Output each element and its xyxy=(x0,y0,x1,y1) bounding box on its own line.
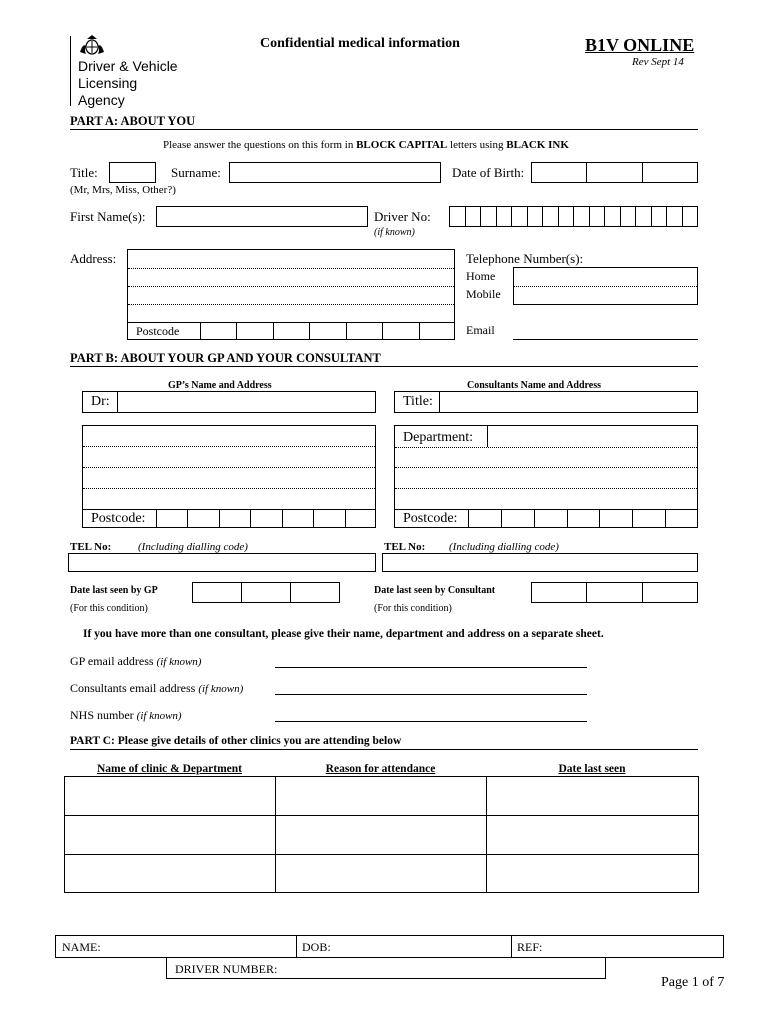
part-c-rule xyxy=(70,749,698,750)
clinics-table xyxy=(64,776,699,893)
postcode-input[interactable] xyxy=(200,322,455,340)
gp-postcode-input[interactable] xyxy=(156,509,376,527)
table-cell[interactable] xyxy=(65,777,275,815)
gp-address-input[interactable] xyxy=(82,425,376,528)
consultant-tel-hint: (Including dialling code) xyxy=(449,541,559,553)
consultant-email-hint: (if known) xyxy=(198,683,244,695)
title-input[interactable] xyxy=(109,162,156,183)
phone-divider xyxy=(514,286,697,287)
nhs-number-input[interactable] xyxy=(275,721,587,722)
table-cell[interactable] xyxy=(65,855,275,892)
date-seen-consultant-label: Date last seen by Consultant xyxy=(374,585,496,596)
part-c-heading: PART C: Please give details of other clinics you are attending below xyxy=(70,735,402,747)
logo-rule xyxy=(70,36,71,106)
table-cell[interactable] xyxy=(276,855,486,892)
postcode-label: Postcode xyxy=(136,324,180,338)
nhs-number-label xyxy=(70,708,182,723)
page-number: Page 1 of 7 xyxy=(661,975,725,990)
part-a-heading: PART A: ABOUT YOU xyxy=(70,114,196,128)
gp-email-text: GP email address xyxy=(70,654,154,668)
table-cell[interactable] xyxy=(487,816,698,854)
consultant-title-input[interactable] xyxy=(394,391,698,413)
agency-name-line3: Agency xyxy=(78,92,125,108)
instruction-bold-2: BLACK INK xyxy=(506,139,569,151)
instruction xyxy=(163,139,569,151)
gp-tel-hint: (Including dialling code) xyxy=(138,541,248,553)
clinic-column-header: Name of clinic & Department xyxy=(97,763,242,775)
address-line xyxy=(128,304,454,305)
consultant-postcode-input[interactable] xyxy=(468,509,698,527)
agency-name-line2: Licensing xyxy=(78,75,138,91)
address-line xyxy=(395,488,697,489)
dr-divider xyxy=(117,392,118,412)
table-cell[interactable] xyxy=(276,816,486,854)
consultant-tel-input[interactable] xyxy=(382,553,698,572)
gp-column-title: GP’s Name and Address xyxy=(168,380,272,391)
part-a-rule xyxy=(70,129,698,130)
dob-input[interactable] xyxy=(531,162,698,183)
instruction-text-1: Please answer the questions on this form in xyxy=(163,139,357,151)
driver-no-label: Driver No: xyxy=(374,209,431,224)
address-label: Address: xyxy=(70,251,117,266)
reason-column-header: Reason for attendance xyxy=(325,763,436,775)
part-b-rule xyxy=(70,366,698,367)
footer-driver-number-label: DRIVER NUMBER: xyxy=(175,962,278,976)
mobile-label: Mobile xyxy=(466,287,501,301)
surname-input[interactable] xyxy=(229,162,441,183)
address-line xyxy=(395,447,697,448)
document-title: Confidential medical information xyxy=(260,36,460,51)
title-hint: (Mr, Mrs, Miss, Other?) xyxy=(70,184,176,196)
table-cell[interactable] xyxy=(487,855,698,892)
footer-name-label: NAME: xyxy=(62,940,101,954)
address-line xyxy=(83,446,375,447)
royal-crest-icon xyxy=(78,34,106,56)
instruction-bold-1: BLOCK CAPITAL xyxy=(356,139,448,151)
gp-tel-label: TEL No: xyxy=(70,541,112,553)
consultant-email-label xyxy=(70,681,243,696)
multiple-consultant-note: If you have more than one consultant, please give their name, department and address on a separate sheet. xyxy=(83,628,604,640)
dob-label: Date of Birth: xyxy=(452,165,525,180)
driver-no-input[interactable] xyxy=(449,206,698,227)
consultant-tel-label: TEL No: xyxy=(384,541,426,553)
surname-label: Surname: xyxy=(171,165,221,180)
address-line xyxy=(395,467,697,468)
footer-ref-label: REF: xyxy=(517,940,543,954)
department-divider xyxy=(487,426,488,447)
phone-input[interactable] xyxy=(513,267,698,305)
gp-email-label xyxy=(70,654,201,669)
department-label: Department: xyxy=(403,430,473,445)
table-cell[interactable] xyxy=(65,816,275,854)
address-input[interactable] xyxy=(127,249,455,340)
consultant-postcode-label: Postcode: xyxy=(403,511,458,526)
date-seen-consultant-input[interactable] xyxy=(531,582,698,603)
consultant-email-text: Consultants email address xyxy=(70,681,196,695)
date-seen-gp-hint: (For this condition) xyxy=(70,603,148,614)
agency-name-line1: Driver & Vehicle xyxy=(78,58,178,74)
footer-dob-label: DOB: xyxy=(302,940,331,954)
dr-label: Dr: xyxy=(91,394,110,409)
dvla-logo xyxy=(70,34,200,108)
date-seen-gp-input[interactable] xyxy=(192,582,340,603)
instruction-text-2: letters using xyxy=(447,139,507,151)
address-line xyxy=(83,488,375,489)
title-label: Title: xyxy=(70,165,98,180)
gp-tel-input[interactable] xyxy=(68,553,376,572)
email-label: Email xyxy=(466,323,495,337)
date-column-header: Date last seen xyxy=(558,763,626,775)
date-seen-consultant-hint: (For this condition) xyxy=(374,603,452,614)
driver-no-hint: (if known) xyxy=(374,227,415,238)
consultant-address-input[interactable] xyxy=(394,425,698,528)
footer-driver-number-box xyxy=(166,957,606,979)
address-line xyxy=(83,467,375,468)
address-line xyxy=(128,268,454,269)
table-cell[interactable] xyxy=(276,777,486,815)
consultant-column-title: Consultants Name and Address xyxy=(467,380,602,391)
nhs-number-hint: (if known) xyxy=(136,710,182,722)
date-seen-gp-label: Date last seen by GP xyxy=(70,585,158,596)
gp-name-input[interactable] xyxy=(82,391,376,413)
footer-id-box xyxy=(55,935,724,958)
footer-divider xyxy=(511,936,512,957)
table-cell[interactable] xyxy=(487,777,698,815)
form-code: B1V ONLINE xyxy=(585,35,695,55)
address-line xyxy=(128,286,454,287)
telephone-label: Telephone Number(s): xyxy=(466,251,584,266)
first-names-label: First Name(s): xyxy=(70,209,146,224)
gp-email-input[interactable] xyxy=(275,667,587,668)
gp-postcode-label: Postcode: xyxy=(91,511,146,526)
nhs-number-text: NHS number xyxy=(70,708,134,722)
home-label: Home xyxy=(466,269,496,283)
consultant-title-label: Title: xyxy=(403,394,433,409)
gp-email-hint: (if known) xyxy=(156,656,202,668)
part-b-heading: PART B: ABOUT YOUR GP AND YOUR CONSULTANT xyxy=(70,351,381,365)
email-input[interactable] xyxy=(513,339,698,340)
revision: Rev Sept 14 xyxy=(632,56,684,68)
footer-divider xyxy=(296,936,297,957)
consultant-email-input[interactable] xyxy=(275,694,587,695)
title-divider xyxy=(439,392,440,412)
first-names-input[interactable] xyxy=(156,206,368,227)
